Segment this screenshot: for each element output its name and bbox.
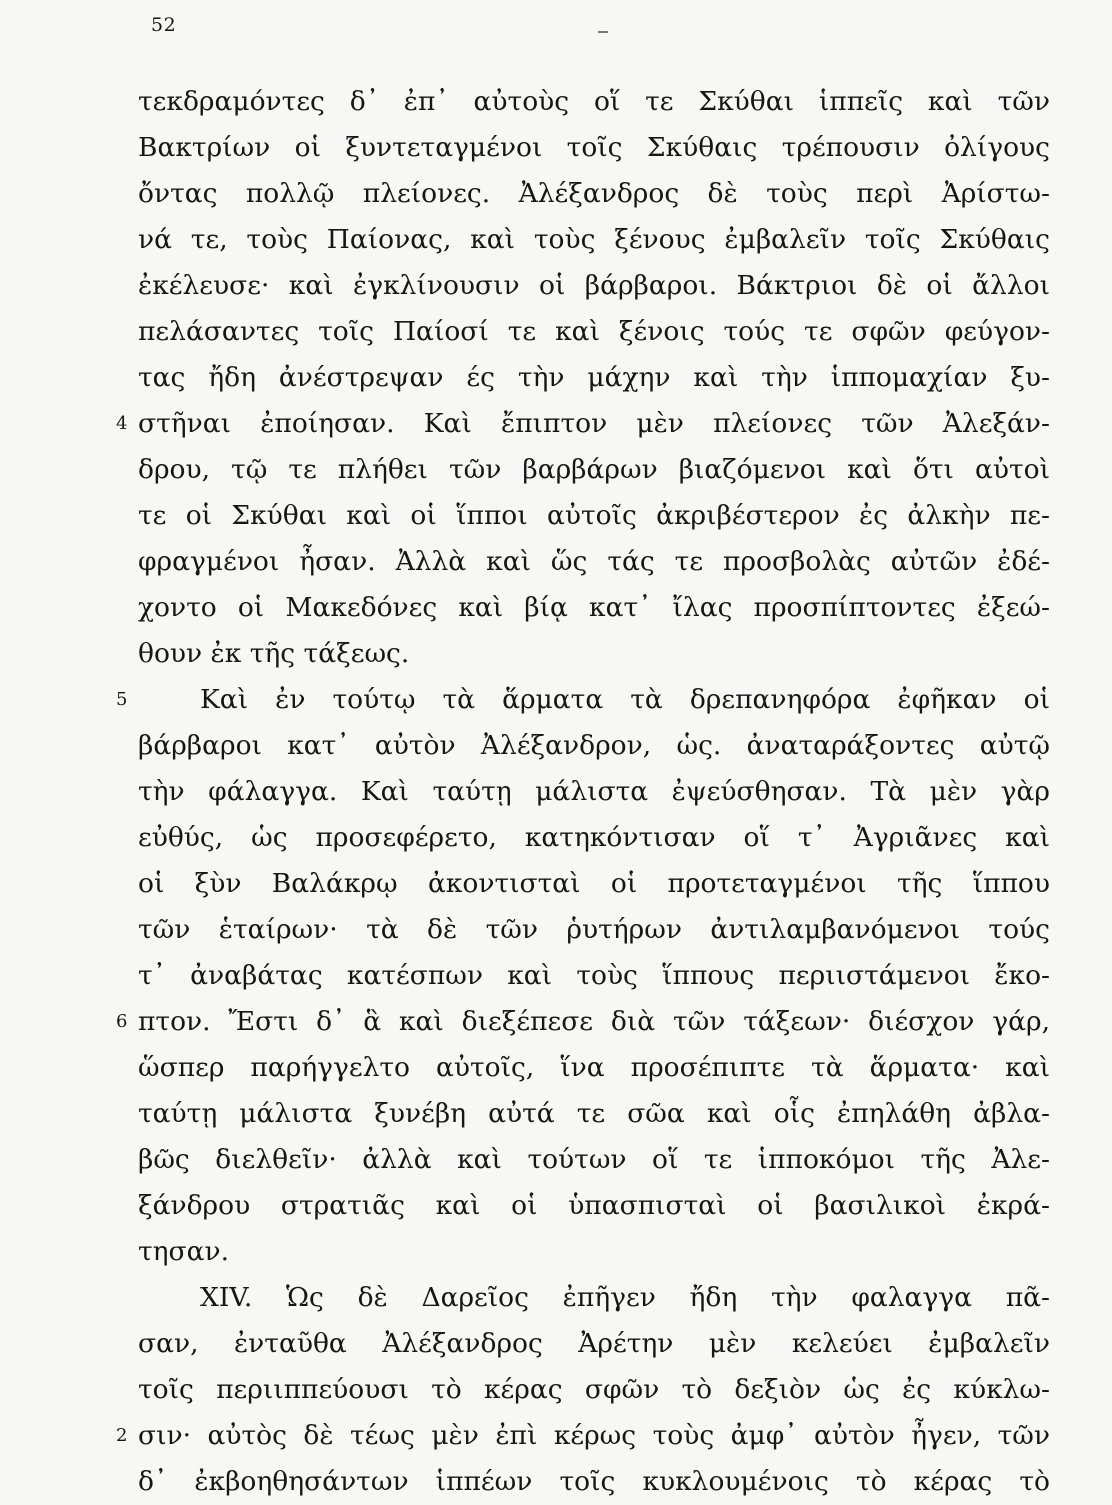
text-line (0, 1229, 1112, 1275)
text-line (0, 1459, 1112, 1505)
text-line (0, 493, 1112, 539)
line-text: βῶς διελθεῖν· ἀλλὰ καὶ τούτων οἵ τε ἱπποκόμοι τῆς Ἀλε- (138, 1144, 1050, 1175)
line-text: τ᾽ ἀναβάτας κατέσπων καὶ τοὺς ἵππους περιιστάμενοι ἔκο- (138, 960, 1050, 991)
line-text: χοντο οἱ Μακεδόνες καὶ βίᾳ κατ᾽ ἴλας προσπίπτοντες ἐξεώ- (138, 592, 1050, 623)
text-line (0, 171, 1112, 217)
line-text: ἐκέλευσε· καὶ ἐγκλίνουσιν οἱ βάρβαροι. Βάκτριοι δὲ οἱ ἄλλοι (138, 270, 1050, 301)
line-text: ὥσπερ παρήγγελτο αὐτοῖς, ἵνα προσέπιπτε τὰ ἅρματα· καὶ (138, 1052, 1050, 1083)
text-line (0, 355, 1112, 401)
text-line (0, 815, 1112, 861)
line-text: τῶν ἑταίρων· τὰ δὲ τῶν ῥυτήρων ἀντιλαμβανόμενοι τούς (138, 914, 1050, 945)
line-text: τοῖς περιιππεύουσι τὸ κέρας σφῶν τὸ δεξιὸν ὡς ἐς κύκλω- (138, 1374, 1050, 1405)
line-text: Καὶ ἐν τούτῳ τὰ ἅρματα τὰ δρεπανηφόρα ἐφῆκαν οἱ (200, 684, 1050, 715)
line-text: τὴν φάλαγγα. Καὶ ταύτῃ μάλιστα ἐψεύσθησαν. Τὰ μὲν γὰρ (138, 776, 1050, 807)
line-text: πελάσαντες τοῖς Παίοσί τε καὶ ξένοις τούς τε σφῶν φεύγον- (138, 316, 1050, 347)
line-text: φραγμένοι ἦσαν. Ἀλλὰ καὶ ὥς τάς τε προσβολὰς αὐτῶν ἐδέ- (138, 546, 1050, 577)
line-text: ξάνδρου στρατιᾶς καὶ οἱ ὑπασπισταὶ οἱ βασιλικοὶ ἐκρά- (138, 1190, 1050, 1221)
text-line (0, 907, 1112, 953)
text-line (0, 263, 1112, 309)
text-line (0, 401, 1112, 447)
line-text: εὐθύς, ὡς προσεφέρετο, κατηκόντισαν οἵ τ᾽ Ἀγριᾶνες καὶ (138, 822, 1050, 853)
line-text: βάρβαροι κατ᾽ αὐτὸν Ἀλέξανδρον, ὡς. ἀναταράξοντες αὐτῷ (138, 730, 1050, 761)
text-line (0, 1321, 1112, 1367)
text-line (0, 1275, 1112, 1321)
section-number: 4 (116, 413, 128, 434)
line-text: Βακτρίων οἱ ξυντεταγμένοι τοῖς Σκύθαις τρέπουσιν ὀλίγους (138, 132, 1050, 163)
line-text: οἱ ξὺν Βαλάκρῳ ἀκοντισταὶ οἱ προτεταγμένοι τῆς ἵππου (138, 868, 1050, 899)
line-text: δρου, τῷ τε πλήθει τῶν βαρβάρων βιαζόμενοι καὶ ὅτι αὐτοὶ (138, 454, 1050, 485)
text-line (0, 1137, 1112, 1183)
line-text: σαν, ἐνταῦθα Ἀλέξανδρος Ἀρέτην μὲν κελεύει ἐμβαλεῖν (138, 1328, 1050, 1359)
text-line (0, 769, 1112, 815)
section-number: 2 (116, 1425, 128, 1446)
text-line (0, 999, 1112, 1045)
text-line (0, 125, 1112, 171)
header-mark (598, 31, 608, 33)
line-text: τησαν. (138, 1236, 230, 1267)
line-text: νά τε, τοὺς Παίονας, καὶ τοὺς ξένους ἐμβαλεῖν τοῖς Σκύθαις (138, 224, 1050, 255)
page-number: 52 (151, 14, 177, 36)
greek-text-body (0, 79, 1112, 1505)
text-line (0, 1413, 1112, 1459)
text-line (0, 79, 1112, 125)
text-line (0, 953, 1112, 999)
text-line (0, 677, 1112, 723)
text-line (0, 1367, 1112, 1413)
text-line (0, 631, 1112, 677)
line-text: ὄντας πολλῷ πλείονες. Ἀλέξανδρος δὲ τοὺς περὶ Ἀρίστω- (138, 178, 1050, 209)
text-line (0, 1183, 1112, 1229)
line-text: τε οἱ Σκύθαι καὶ οἱ ἵπποι αὐτοῖς ἀκριβέστερον ἐς ἀλκὴν πε- (138, 500, 1050, 531)
section-number: 6 (116, 1011, 128, 1032)
text-line (0, 585, 1112, 631)
text-line (0, 539, 1112, 585)
line-text: θουν ἐκ τῆς τάξεως. (138, 638, 410, 669)
text-line (0, 1091, 1112, 1137)
line-text: στῆναι ἐποίησαν. Καὶ ἔπιπτον μὲν πλείονες τῶν Ἀλεξάν- (138, 408, 1050, 439)
text-line (0, 447, 1112, 493)
line-text: ταύτῃ μάλιστα ξυνέβη αὐτά τε σῶα καὶ οἷς ἐπηλάθη ἀβλα- (138, 1098, 1050, 1129)
section-number: 5 (116, 689, 128, 710)
line-text: τας ἤδη ἀνέστρεψαν ές τὴν μάχην καὶ τὴν ἱππομαχίαν ξυ- (138, 362, 1050, 393)
line-text: τεκδραμόντες δ᾽ ἐπ᾽ αὐτοὺς οἵ τε Σκύθαι ἱππεῖς καὶ τῶν (138, 86, 1050, 117)
line-text: πτον. Ἔστι δ᾽ ἃ καὶ διεξέπεσε διὰ τῶν τάξεων· διέσχον γάρ, (138, 1006, 1050, 1037)
line-text: XIV. Ὡς δὲ Δαρεῖος ἐπῆγεν ἤδη τὴν φαλαγγα πᾶ- (200, 1282, 1050, 1313)
text-line (0, 861, 1112, 907)
text-line (0, 1045, 1112, 1091)
text-line (0, 723, 1112, 769)
line-text: σιν· αὐτὸς δὲ τέως μὲν ἐπὶ κέρως τοὺς ἀμφ᾽ αὐτὸν ἦγεν, τῶν (138, 1420, 1050, 1451)
text-line (0, 309, 1112, 355)
line-text: δ᾽ ἐκβοηθησάντων ἱππέων τοῖς κυκλουμένοις τὸ κέρας τὸ (138, 1466, 1050, 1497)
text-line (0, 217, 1112, 263)
